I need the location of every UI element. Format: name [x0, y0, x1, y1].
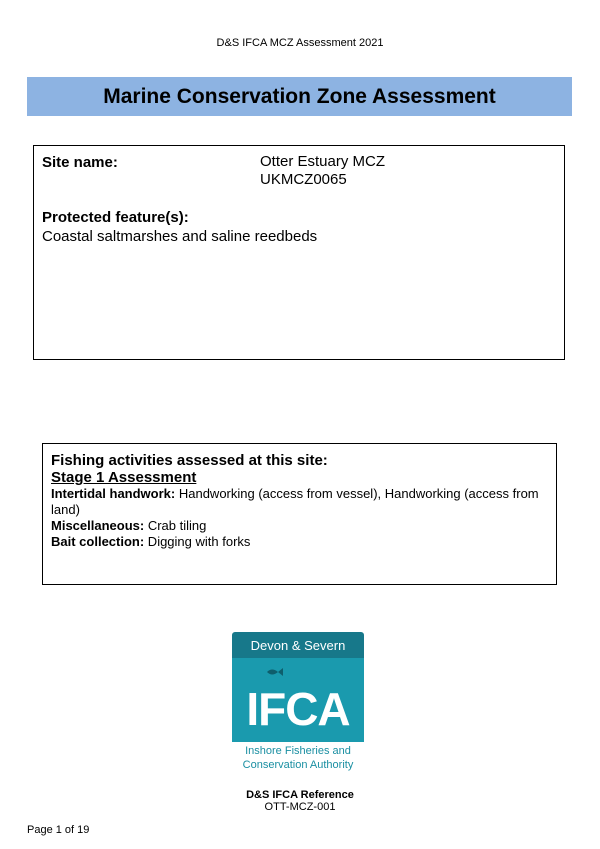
- reference-code: OTT-MCZ-001: [264, 801, 336, 813]
- reference-title: D&S IFCA Reference: [246, 789, 354, 801]
- activity-item: [51, 518, 548, 534]
- fishing-activities-heading: Fishing activities assessed at this site:: [51, 452, 328, 469]
- page-title: Marine Conservation Zone Assessment: [27, 77, 572, 116]
- activity-item: [51, 486, 548, 518]
- activity-value: Digging with forks: [144, 534, 251, 549]
- stage-heading: Stage 1 Assessment: [51, 469, 197, 486]
- site-name-value: Otter Estuary MCZ: [260, 153, 386, 170]
- protected-features-value: Coastal saltmarshes and saline reedbeds: [42, 228, 318, 245]
- logo-ifca-text: IFCA: [246, 683, 350, 735]
- activity-label: Intertidal handwork:: [51, 486, 176, 501]
- fish-icon: [266, 667, 284, 677]
- logo-subtitle: [232, 744, 364, 772]
- logo-subtitle-line: Conservation Authority: [242, 759, 354, 771]
- activity-label: Bait collection:: [51, 534, 145, 549]
- fishing-activities-box: [42, 443, 557, 585]
- activity-label: Miscellaneous:: [51, 518, 145, 533]
- logo-banner: Devon & Severn: [232, 632, 364, 658]
- document-header: D&S IFCA MCZ Assessment 2021: [216, 37, 384, 49]
- site-values: [260, 153, 385, 189]
- logo-subtitle-line: Inshore Fisheries and: [245, 745, 351, 757]
- activity-value: Crab tiling: [144, 518, 207, 533]
- site-info-box: [33, 145, 565, 360]
- activity-value: Handworking (access from vessel), Handworking (access from land): [51, 486, 539, 517]
- activity-item: [51, 534, 548, 550]
- ifca-logo: [232, 632, 364, 774]
- page-number: Page 1 of 19: [27, 824, 90, 836]
- reference-block: [0, 789, 600, 813]
- protected-features-label: Protected feature(s):: [42, 209, 189, 226]
- site-code-value: UKMCZ0065: [260, 171, 347, 188]
- site-name-label: Site name:: [42, 154, 118, 171]
